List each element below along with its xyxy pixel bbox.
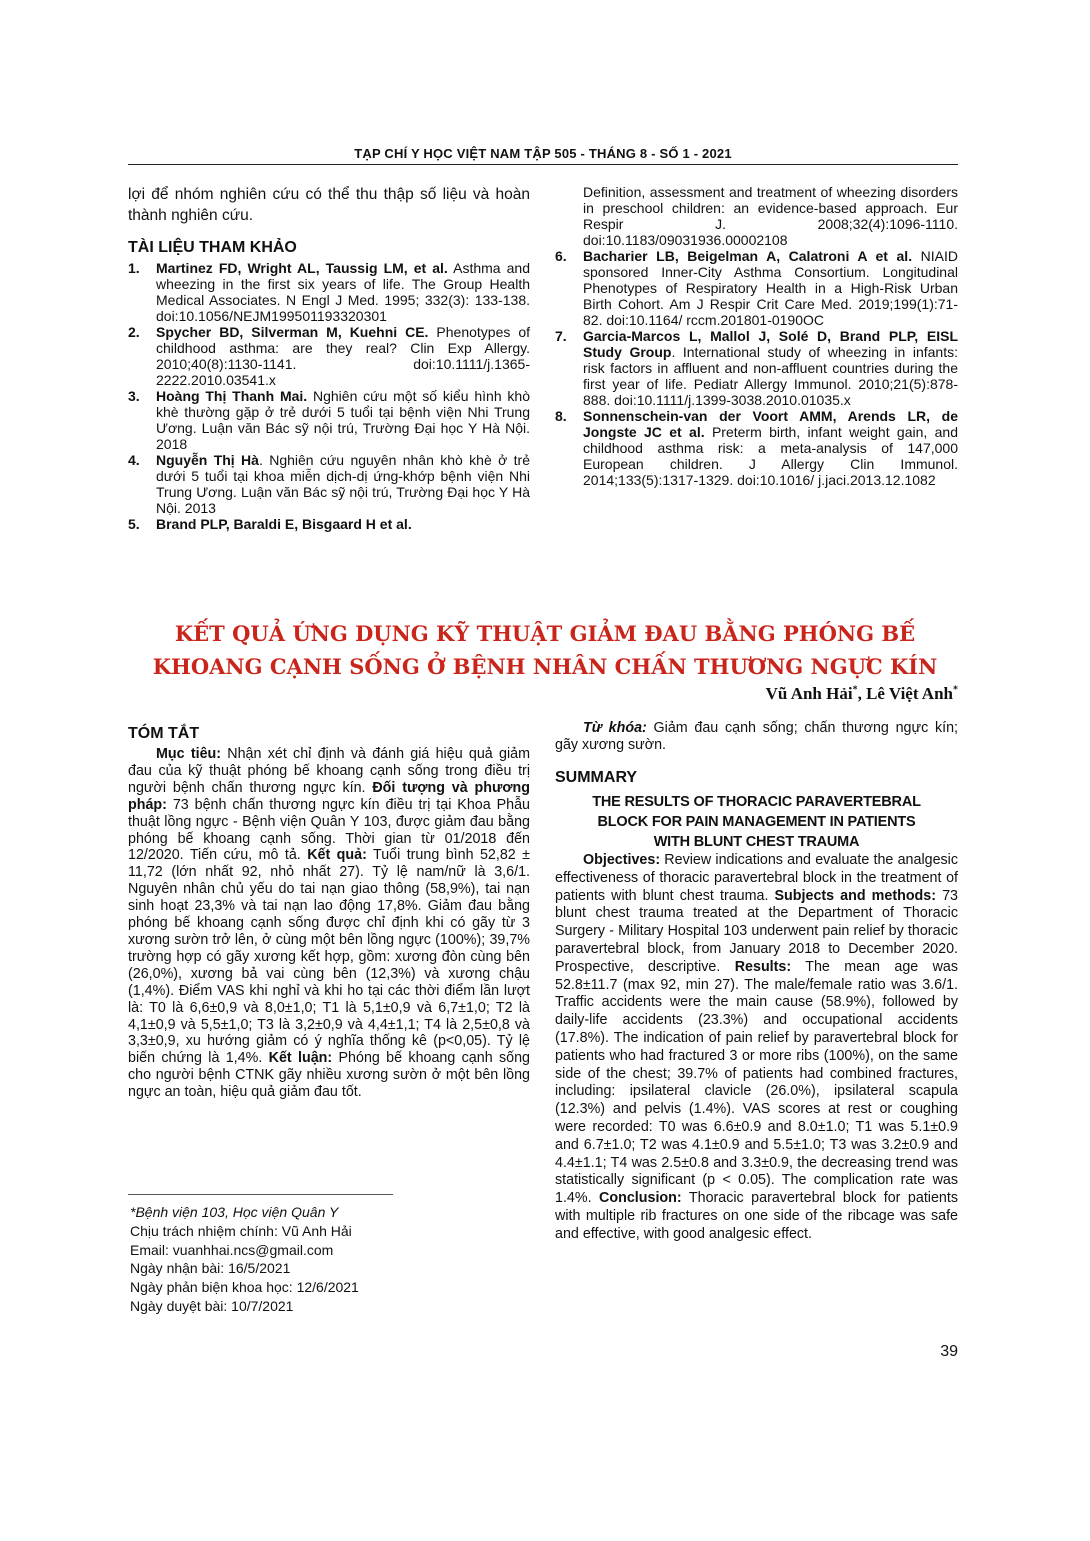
reference-item: 4. Nguyễn Thị Hà. Nghiên cứu nguyên nhân khò khè ở trẻ dưới 5 tuổi tại khoa miễn dịch-dị ứng-khớp bệnh viện Nhi Trung Ương. Luận văn Bác sỹ nội trú, Trường Đại học Y Hà Nội. 2013: [128, 452, 530, 516]
abstract-body: Mục tiêu: Nhận xét chỉ định và đánh giá hiệu quả giảm đau của kỹ thuật phóng bế khoang cạnh sống trong điều trị người bệnh chấn thương ngực kín. Đối tượng và phương pháp: 73 bệnh chấn thương ngực kín điều trị tại Khoa Phẫu thuật lồng ngực - Bệnh viện Quân Y 103, được giảm đau bằng phóng bế khoang cạnh sống. Thời gian từ 01/2018 đến 12/2020. Tiến cứu, mô tả. Kết quả: Tuổi trung bình 52,82 ± 11,72 (lớn nhất 92, nhỏ nhất 27). Tỷ lệ nam/nữ là 3,6/1. Nguyên nhân chủ yếu do tai nạn giao thông (58,9%), tai nạn sinh hoạt 23,3% và tai nạn lao động 17,8%. Giảm đau bằng phóng bế khoang cạnh sống được chỉ định khi có gãy từ 3 xương sườn trở lên, ở cùng một bên lồng ngực (100%); 39,7% trường hợp có gãy xương kết hợp, gồm: xương đòn cùng bên (26,0%), xương bả vai cùng bên (12,3%) và xương chậu (1,4%). Điểm VAS khi nghỉ và khi ho tại các thời điểm lần lượt là: T0 là 6,6±0,9 và 8,0±1,0; T1 là 5,1±0,9 và 6,7±1,0; T2 là 4,1±0,9 và 5,5±1,0; T3 là 3,2±0,9 và 4,4±1,1; T4 là 2,5±0,8 và 3,3±0,9, xu hướng giảm có ý nghĩa thống kê (p<0,05). Tỷ lệ biến chứng là 1,4%. Kết luận: Phóng bế khoang cạnh sống cho người bệnh CTNK gãy nhiều xương sườn ở một bên lồng ngực an toàn, hiệu quả giảm đau tốt.: [128, 746, 531, 1101]
author-mark: *: [953, 684, 958, 696]
article-title: [100, 617, 990, 683]
footnote-received: Ngày nhận bài: 16/5/2021: [130, 1260, 291, 1277]
journal-header: TẠP CHÍ Y HỌC VIỆT NAM TẬP 505 - THÁNG 8 - SỐ 1 - 2021: [354, 146, 732, 161]
reference-item: 3. Hoàng Thị Thanh Mai. Nghiên cứu một số kiểu hình khò khè thường gặp ở trẻ dưới 5 tuổi tại bệnh viện Nhi Trung Ương. Luận văn Bác sỹ nội trú, Trường Đại học Y Hà Nội. 2018: [128, 388, 530, 452]
footnote-approved: Ngày duyệt bài: 10/7/2021: [130, 1297, 294, 1314]
summary-title-line: WITH BLUNT CHEST TRAUMA: [653, 834, 860, 850]
footnote-divider: [128, 1194, 393, 1195]
keywords: Từ khóa: Giảm đau cạnh sống; chấn thương ngực kín; gãy xương sườn.: [555, 720, 958, 753]
reference-item: 5. Brand PLP, Baraldi E, Bisgaard H et al.: [128, 516, 412, 532]
page-number: 39: [940, 1343, 958, 1360]
author-name: Vũ Anh Hải: [765, 684, 853, 703]
article-title-line: KHOANG CẠNH SỐNG Ở BỆNH NHÂN CHẤN THƯƠNG NGỰC KÍN: [152, 654, 938, 679]
reference-item: 7. Garcia-Marcos L, Mallol J, Solé D, Brand PLP, EISL Study Group. International study of wheezing in infants: risk factors in affluent and non-affluent countries during the first year of life. Pediatr Allergy Immunol. 2010;21(5):878-888. doi:10.1111/j.1399-3038.2010.01035.x: [555, 328, 958, 408]
summary-title-line: THE RESULTS OF THORACIC PARAVERTEBRAL: [592, 794, 921, 810]
reference-item: 6. Bacharier LB, Beigelman A, Calatroni A et al. NIAID sponsored Inner-City Asthma Consortium. Longitudinal Phenotypes of Respiratory Health in a High-Risk Urban Birth Cohort. Am J Respir Crit Care Med. 2019;199(1):71-82. doi:10.1164/ rccm.201801-0190OC: [555, 248, 958, 328]
reference-item: 8. Sonnenschein-van der Voort AMM, Arends LR, de Jongste JC et al. Preterm birth, infant weight gain, and childhood asthma risk: a meta-analysis of 147,000 European children. J Allergy Clin Immunol. 2014;133(5):1317-1329. doi:10.1016/ j.jaci.2013.12.1082: [555, 408, 958, 488]
upper-left-column: [128, 184, 530, 532]
reference-continuation: Definition, assessment and treatment of wheezing disorders in preschool children: an evidence-based approach. Eur Respir J. 2008;32(4):1096-1110. doi:10.1183/09031936.00002108: [583, 184, 958, 248]
abstract-vietnamese: [128, 724, 530, 1101]
abstract-heading: TÓM TẮT: [128, 725, 200, 742]
references-list-left: [128, 260, 530, 532]
author-name: Lê Việt Anh: [866, 684, 953, 703]
reference-item: 2. Spycher BD, Silverman M, Kuehni CE. Phenotypes of childhood asthma: are they real? Clin Exp Allergy. 2010;40(8):1130-1141. doi:10.1111/j.1365-2222.2010.03541.x: [128, 324, 531, 388]
references-heading: TÀI LIỆU THAM KHẢO: [128, 239, 297, 256]
summary-title-line: BLOCK FOR PAIN MANAGEMENT IN PATIENTS: [597, 814, 916, 830]
author-mark: *: [852, 684, 858, 696]
reference-item: 1. Martinez FD, Wright AL, Taussig LM, et al. Asthma and wheezing in the first six years of life. The Group Health Medical Associates. N Engl J Med. 1995; 332(3): 133-138. doi:10.1056/NEJM199501193320301: [128, 260, 530, 324]
intro-text: lợi để nhóm nghiên cứu có thể thu thập số liệu và hoàn thành nghiên cứu.: [128, 186, 530, 224]
upper-right-column: [555, 184, 958, 488]
footnote-reviewed: Ngày phản biện khoa học: 12/6/2021: [130, 1279, 359, 1296]
article-authors: [560, 684, 958, 704]
article-title-line: KẾT QUẢ ỨNG DỤNG KỸ THUẬT GIẢM ĐAU BẰNG PHÓNG BẾ: [174, 621, 916, 646]
summary-body: Objectives: Review indications and evaluate the analgesic effectiveness of thoracic paravertebral block in the treatment of patients with blunt chest trauma. Subjects and methods: 73 blunt chest trauma treated at the Department of Thoracic Surgery - Military Hospital 103 underwent pain relief by thoracic paravertebral block, from January 2018 to December 2020. Prospective, descriptive. Results: The mean age was 52.8±11.7 (max 92, min 27). The male/female ratio was 3.6/1. Traffic accidents were the main cause (58.9%), followed by daily-life accidents (23.3%) and occupational accidents (17.8%). The indication of pain relief by paravertebral block for patients who had fractured 3 or more ribs (100%), on the same side of the chest; 39.7% of patients had combined fractures, including: ipsilateral clavicle (26.0%), ipsilateral scapula (12.3%) and pelvis (1.4%). VAS scores at rest or coughing were recorded: T0 was 6.6±0.9 and 8.0±1.0; T1 was 5.1±0.9 and 6.7±1.0; T2 was 4.1±0.9 and 5.5±1.0; T3 was 3.2±0.9 and 4.4±1.1; T4 was 2.5±0.8 and 3.3±0.9, the decreasing trend was statistically significant (p < 0.05). The complication rate was 1.4%. Conclusion: Thoracic paravertebral block for patients with multiple rib fractures on one side of the ribcage was safe and effective, with good analgesic effect.: [555, 852, 959, 1242]
footnote: [130, 1203, 530, 1316]
footnote-responsible: Chịu trách nhiệm chính: Vũ Anh Hải: [130, 1222, 352, 1239]
references-list-right: [555, 248, 958, 488]
header-divider: [128, 164, 958, 165]
footnote-email: Email: vuanhhai.ncs@gmail.com: [130, 1241, 334, 1258]
footnote-affiliation: *Bệnh viện 103, Học viện Quân Y: [130, 1204, 339, 1220]
summary-column: [555, 720, 958, 1244]
author-separator: ,: [857, 684, 867, 703]
summary-heading: SUMMARY: [555, 769, 638, 786]
